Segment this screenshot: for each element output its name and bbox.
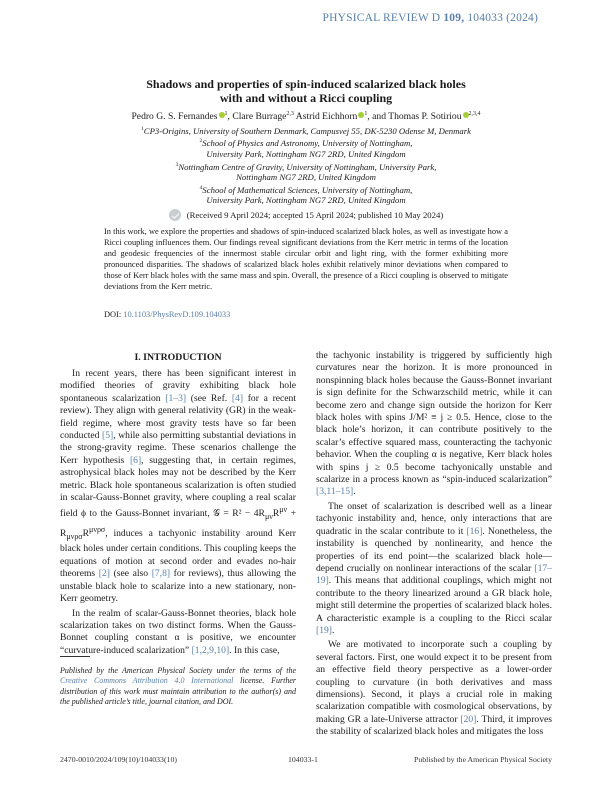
citation-link[interactable]: [6] [129,454,142,466]
affiliation-cont: University Park, Nottingham NG7 2RD, United Kingdom [206,148,406,159]
footer-publisher: Published by the American Physical Society [414,755,552,764]
right-column [316,350,552,739]
doi-link[interactable]: 10.1103/PhysRevD.109.104033 [123,310,231,319]
left-column [60,368,296,657]
author[interactable]: Pedro G. S. Fernandes $^1$, [131,111,233,123]
citation-link[interactable]: [5] [102,430,114,442]
paragraph: In recent years, there has been significant interest in modified theories of gravity exhibiting black hole spontaneous scalarization [1–3] (see Ref. [4] for a recent review). They align with general relativity (GR) in the weak-field regime, where most gravity tests have so far been conducted [5], while also permitting substantial deviations in the strong-gravity regime. These scenarios challenge the Kerr hypothesis [6], suggesting that, in certain regimes, astrophysical black holes may not be described by the Kerr metric. Black hole spontaneous scalarization is often studied in scalar-Gauss-Bonnet gravity, where coupling a real scalar field ϕ to the Gauss-Bonnet invariant, 𝒢 = $R^2 - 4R_{\mu\nu}R^{\mu\nu} + R_{\mu\nu\rho\sigma}R^{\mu\nu\rho\sigma}$, induces a tachyonic instability around Kerr black holes under certain conditions. This coupling keeps the equations of motion at second order and evades no-hair theorems [2] (see also [7,8] for reviews), thus allowing the unstable black hole to scalarize into a new stationary, non-Kerr geometry. [60,368,297,605]
citation-link[interactable]: [17–19] [316,562,552,587]
journal-name: PHYSICAL REVIEW D [322,12,441,24]
citation-link[interactable]: [7,8] [151,568,171,580]
affiliations [60,124,552,206]
footer-page-number: 104033-1 [288,755,318,764]
author[interactable]: and Thomas P. Sotiriou $^{2,3,4}$ [372,111,481,123]
paragraph: In the realm of scalar-Gauss-Bonnet theories, black hole scalarization takes on two distinct forms. When the Gauss-Bonnet coupling constant α is positive, we encounter “curvature-induced scalarization” [1,2,9,10]. In this case, [60,607,296,656]
citation-link[interactable]: [4] [231,392,244,404]
citation-link[interactable]: [16] [466,525,483,537]
paragraph: the tachyonic instability is triggered by sufficiently high curvatures near the horizon. It is more pronounced in nonspinning black holes because the Gauss-Bonnet invariant is sign definite for the Schwarzschild metric, while it can become zero and change sign outside the horizon for Kerr black holes with spins J/M² ≡ j ≥ 0.5. Hence, close to the black hole’s horizon, it can contribute positively to the scalar’s effective squared mass, counteracting the tachyonic behavior. When the coupling α is negative, Kerr black holes with spins j ≥ 0.5 become tachyonically unstable and scalarize in a process known as “spin-induced scalarization” [3,11–15]. [316,350,552,498]
citation-link[interactable]: [19] [316,624,332,636]
affiliation: $^2$School of Physics and Astronomy, University of Nottingham, [199,138,413,149]
affiliation-cont: University Park, Nottingham NG7 2RD, United Kingdom [206,195,406,206]
citation-link[interactable]: [3,11–15] [316,486,354,498]
author-list [60,111,552,122]
title-line-1: Shadows and properties of spin-induced scalarized black holes [146,77,466,91]
paper-title [60,77,552,105]
journal-header [323,12,539,24]
section-heading: I. INTRODUCTION [134,352,222,363]
affiliation: $^3$Nottingham Centre of Gravity, University of Nottingham, University Park, [175,161,437,172]
paragraph: The onset of scalarization is described well as a linear tachyonic instability and, hence, only interactions that are quadratic in the scalar contribute to it [16]. Nonetheless, the instability is quenched by nonlinearity, and hence the properties of its end point—the scalarized black hole—depend crucially on nonlinear interactions of the scalar [17–19]. This means that additional couplings, which might not contribute to the theory linearized around a GR black hole, might still determine the properties of scalarized black holes. A characteristic example is a coupling to the Ricci scalar [19]. [316,500,552,636]
footnote-rule [60,656,90,657]
author[interactable]: Astrid Eichhorn $^1$, [295,111,373,123]
footer-issn: 2470-0010/2024/109(10)/104033(10) [60,755,177,764]
abstract: In this work, we explore the properties and shadows of spin-induced scalarized black holes, as well as investigate how a Ricci coupling influences them. Our findings reveal significant deviations from the Kerr metric in terms of the location and geodesic frequencies of the innermost stable circular orbit and light ring, with the former exhibiting more pronounced disparities. The shadows of scalarized black holes exhibit relatively minor deviations when compared to those of Kerr black holes with the same mass and spin. Overall, the presence of a Ricci coupling is observed to mitigate deviations from the Kerr metric. [104,227,508,291]
author[interactable]: Clare Burrage$^{2,3}$ [232,111,294,123]
article-number: 104033 (2024) [467,12,538,24]
citation-link[interactable]: [2] [98,568,110,580]
title-line-2: with and without a Ricci coupling [219,91,393,105]
affiliation-cont: Nottingham NG7 2RD, United Kingdom [236,172,376,183]
received-dates [60,209,552,221]
doi-label: DOI: [104,310,122,319]
journal-volume: 109, [443,12,465,24]
affiliation: $^1$CP3-Origins, University of Southern Denmark, Campusvej 55, DK-5230 Odense M, Denmark [141,125,471,136]
citation-link[interactable]: [20] [460,713,477,725]
license-footnote: Published by the American Physical Society under the terms of the Creative Commons Attribution 4.0 International license. Further distribution of this work must maintain attribution to the author(s) and the published article’s title, journal citation, and DOI. [60,666,296,707]
received-text: (Received 9 April 2024; accepted 15 April 2024; published 10 May 2024) [186,210,444,220]
citation-link[interactable]: [1,2,9,10] [191,644,230,656]
affiliation: $^4$School of Mathematical Sciences, University of Nottingham, [199,184,413,195]
check-for-updates-icon[interactable] [169,209,181,221]
doi-line [104,310,230,319]
citation-link[interactable]: [1–3] [165,392,187,404]
license-link[interactable]: Creative Commons Attribution 4.0 International [60,676,234,686]
paragraph: We are motivated to incorporate such a coupling by several factors. First, one would expect it to be present from an effective field theory perspective as a lower-order coupling to curvature (in both derivatives and mass dimensions). Second, it plays a crucial role in making scalarization compatible with cosmological observations, by making GR a late-Universe attractor [20]. Third, it improves the stability of scalarized black holes and mitigates the loss [316,639,552,738]
